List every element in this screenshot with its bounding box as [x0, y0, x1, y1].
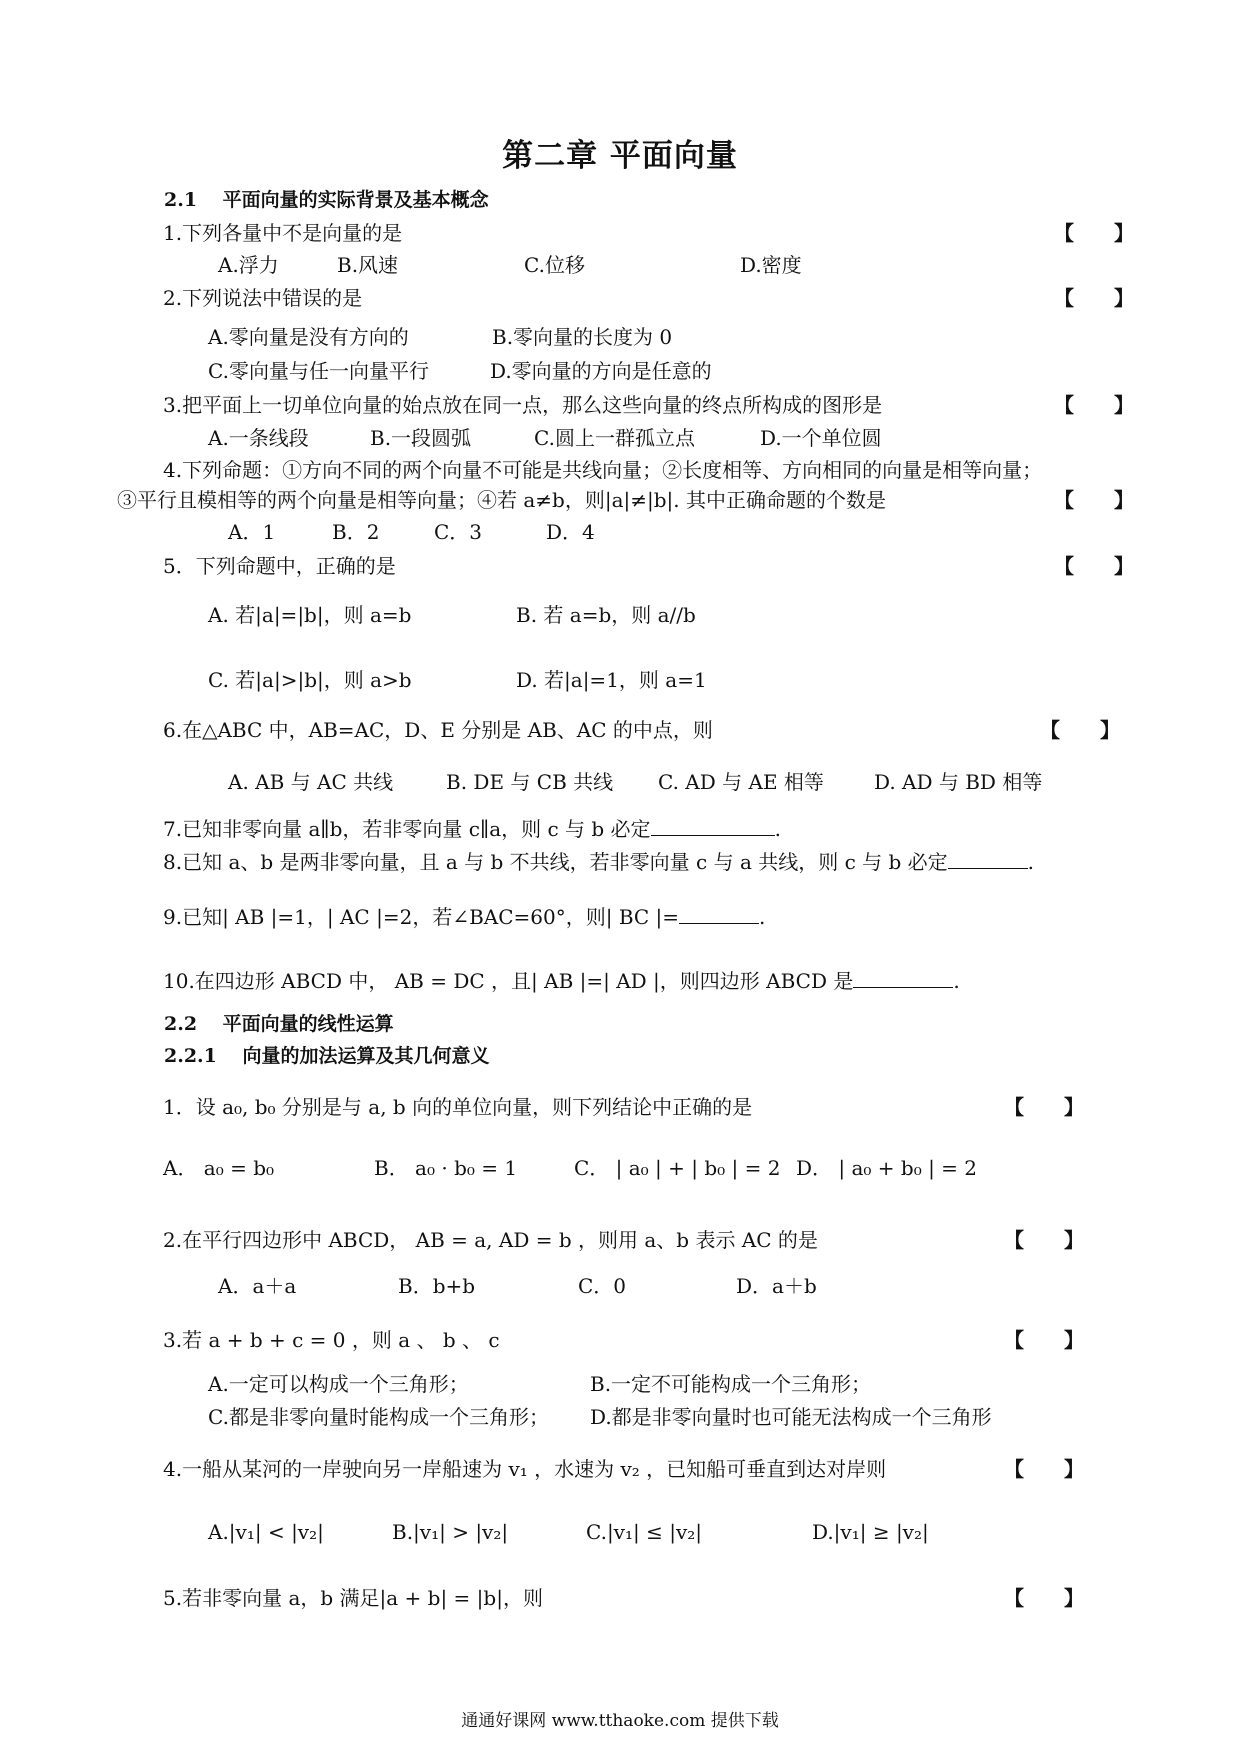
option-b: B.|v₁| > |v₂| [392, 1520, 509, 1544]
option-c: C.零向量与任一向量平行 [208, 359, 429, 383]
question-4-line-1: 4.下列命题：①方向不同的两个向量不可能是共线向量；②长度相等、方向相同的向量是相等向量； [163, 458, 1043, 482]
option-b: B．b+b [398, 1274, 476, 1298]
answer-blank[interactable] [679, 903, 759, 924]
option-b: B．2 [332, 520, 380, 544]
option-a: A.零向量是没有方向的 [208, 325, 409, 349]
question-3-stem: 3.若 a + b + c = 0 ，则 a 、 b 、 c [163, 1328, 500, 1352]
option-a: A.一定可以构成一个三角形； [208, 1372, 469, 1396]
section-heading-2-1: 2.1 平面向量的实际背景及基本概念 [164, 189, 489, 211]
option-c: C．3 [434, 520, 483, 544]
option-d: D. 若|a|=1，则 a=1 [516, 668, 707, 692]
option-c: C. AD 与 AE 相等 [658, 770, 824, 794]
question-8-text: 8.已知 a、b 是两非零向量，且 a 与 b 不共线，若非零向量 c 与 a 共线，则 c 与 b 必定 [163, 850, 948, 874]
question-8: 8.已知 a、b 是两非零向量，且 a 与 b 不共线，若非零向量 c 与 a 共线，则 c 与 b 必定 . [163, 850, 1035, 874]
option-c: C.|v₁| ≤ |v₂| [586, 1520, 703, 1544]
option-c: C.都是非零向量时能构成一个三角形； [208, 1405, 549, 1429]
answer-bracket: 【 】 [1004, 1228, 1084, 1252]
section-heading-2-2: 2.2 平面向量的线性运算 [164, 1013, 394, 1035]
option-d: D.都是非零向量时也可能无法构成一个三角形 [590, 1405, 992, 1429]
answer-blank[interactable] [948, 848, 1028, 869]
page-footer: 通通好课网 www.tthaoke.com 提供下载 [461, 1711, 779, 1731]
answer-bracket: 【 】 [1054, 488, 1134, 512]
question-3-stem: 3.把平面上一切单位向量的始点放在同一点，那么这些向量的终点所构成的图形是 [163, 393, 883, 417]
question-7: 7.已知非零向量 a∥b，若非零向量 c∥a，则 c 与 b 必定 . [163, 817, 781, 841]
answer-blank[interactable] [651, 815, 775, 836]
option-b: B． a₀ · b₀ = 1 [374, 1156, 518, 1180]
answer-bracket: 【 】 [1004, 1457, 1084, 1481]
option-b: B. 若 a=b，则 a//b [516, 603, 696, 627]
option-b: B.零向量的长度为 0 [492, 325, 673, 349]
question-1-stem: 1.下列各量中不是向量的是 [163, 221, 403, 245]
option-b: B. DE 与 CB 共线 [446, 770, 614, 794]
option-a: A.一条线段 [208, 426, 309, 450]
option-d: D.零向量的方向是任意的 [490, 359, 712, 383]
question-6-stem: 6.在△ABC 中，AB=AC，D、E 分别是 AB、AC 的中点，则 [163, 718, 713, 742]
answer-bracket: 【 】 [1054, 221, 1134, 245]
question-4-stem: 4.一船从某河的一岸驶向另一岸船速为 v₁ ，水速为 v₂ ，已知船可垂直到达对岸则 [163, 1457, 887, 1481]
option-c: C.圆上一群孤立点 [534, 426, 695, 450]
option-c: C． | a₀ | + | b₀ | = 2 [574, 1156, 781, 1180]
answer-blank[interactable] [853, 967, 953, 988]
option-b: B.一定不可能构成一个三角形； [590, 1372, 872, 1396]
subsection-heading-2-2-1: 2.2.1 向量的加法运算及其几何意义 [164, 1045, 490, 1067]
option-d: D.一个单位圆 [760, 426, 882, 450]
option-b: B.风速 [337, 253, 399, 277]
option-d: D． | a₀ + b₀ | = 2 [796, 1156, 978, 1180]
question-9-text: 9.已知| AB |=1，| AC |=2，若∠BAC=60°，则| BC |= [163, 905, 680, 929]
question-5-stem: 5．下列命题中，正确的是 [163, 554, 396, 578]
option-a: A．1 [228, 520, 276, 544]
answer-bracket: 【 】 [1054, 554, 1134, 578]
option-a: A． a₀ = b₀ [163, 1156, 275, 1180]
option-c: C.位移 [524, 253, 585, 277]
option-a: A. 若|a|=|b|，则 a=b [208, 603, 412, 627]
answer-bracket: 【 】 [1004, 1328, 1084, 1352]
option-a: A.|v₁| < |v₂| [208, 1520, 324, 1544]
question-10: 10.在四边形 ABCD 中， AB = DC ，且| AB |=| AD |，则四边形 ABCD 是 . [163, 969, 960, 993]
question-1-stem: 1．设 a₀, b₀ 分别是与 a, b 向的单位向量，则下列结论中正确的是 [163, 1095, 753, 1119]
option-d: D.|v₁| ≥ |v₂| [812, 1520, 929, 1544]
answer-bracket: 【 】 [1054, 286, 1134, 310]
option-b: B.一段圆弧 [370, 426, 472, 450]
option-c: C. 若|a|>|b|，则 a>b [208, 668, 412, 692]
option-a: A. AB 与 AC 共线 [228, 770, 394, 794]
question-7-text: 7.已知非零向量 a∥b，若非零向量 c∥a，则 c 与 b 必定 [163, 817, 651, 841]
option-d: D．4 [546, 520, 595, 544]
answer-bracket: 【 】 [1040, 718, 1120, 742]
option-a: A.浮力 [218, 253, 279, 277]
answer-bracket: 【 】 [1054, 393, 1134, 417]
question-2-stem: 2.在平行四边形中 ABCD， AB = a, AD = b ，则用 a、b 表示 AC 的是 [163, 1228, 818, 1252]
answer-bracket: 【 】 [1004, 1095, 1084, 1119]
question-10-text: 10.在四边形 ABCD 中， AB = DC ，且| AB |=| AD |，则四边形 ABCD 是 [163, 969, 854, 993]
question-9: 9.已知| AB |=1，| AC |=2，若∠BAC=60°，则| BC |= . [163, 905, 766, 929]
option-d: D．a＋b [736, 1274, 817, 1298]
option-c: C．0 [578, 1274, 627, 1298]
question-2-stem: 2.下列说法中错误的是 [163, 286, 363, 310]
option-a: A．a＋a [218, 1274, 297, 1298]
question-4-line-2: ③平行且模相等的两个向量是相等向量；④若 a≠b，则|a|≠|b|. 其中正确命题的个数是 [117, 488, 886, 512]
page-title: 第二章 平面向量 [502, 138, 738, 174]
question-5-stem: 5.若非零向量 a，b 满足|a + b| = |b|，则 [163, 1586, 543, 1610]
option-d: D.密度 [740, 253, 802, 277]
option-d: D. AD 与 BD 相等 [874, 770, 1043, 794]
answer-bracket: 【 】 [1004, 1586, 1084, 1610]
